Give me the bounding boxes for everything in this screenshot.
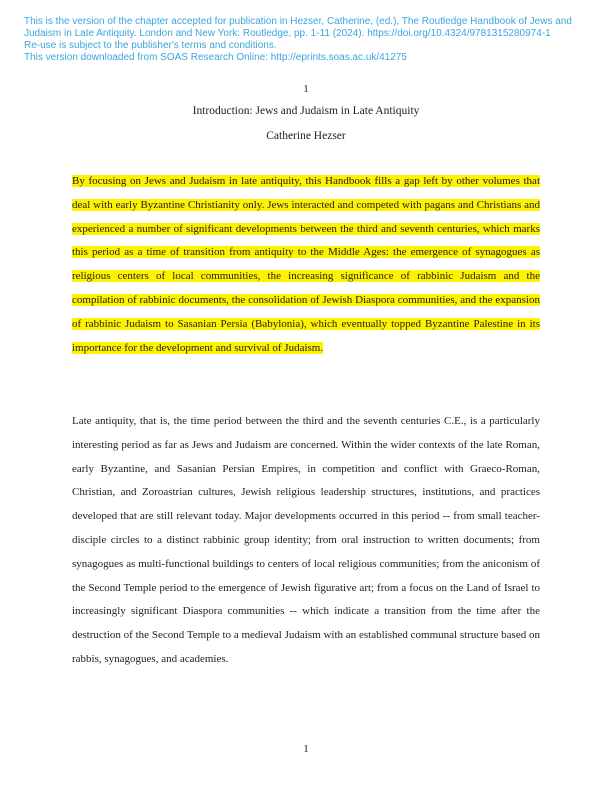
notice-line-citation: This is the version of the chapter accepted for publication in Hezser, Catherine, (ed.), The Routledge Handbook of Jews and — [24, 16, 572, 27]
body-paragraph: Late antiquity, that is, the time period between the third and the seventh centuries C.E., is a particularly interesting period as far as Jews and Judaism are concerned. Within the wider contexts of the late Roman, early Byzantine, and Sasanian Persian Empires, in competition and conflict with Graeco-Roman, Christian, and Zoroastrian cultures, Jewish religious leadership structures, institutions, and practices developed that are still relevant today. Major developments occurred in this period -- from small teacher-disciple circles to a distinct rabbinic group identity; from oral instruction to written documents; from synagogues as multi-functional buildings to centers of local religious communities; from the aniconism of the Second Temple period to the emergence of Jewish figurative art; from a focus on the Land of Israel to increasingly significant Diaspora communities -- which indicate a transition from the time after the destruction of the Second Temple to a medieval Judaism with an established communal structure based on rabbis, synagogues, and academies. — [72, 415, 540, 665]
notice-line-terms: Re-use is subject to the publisher's terms and conditions. — [24, 40, 277, 51]
page-number-top: 1 — [303, 83, 309, 95]
highlighted-text: By focusing on Jews and Judaism in late antiquity, this Handbook fills a gap left by other volumes that deal with early Byzantine Christianity only. Jews interacted and competed with pagans and Christians and experienced a number of significant developments between the third and seventh centuries, which marks this period as a time of transition from antiquity to the Middle Ages: the emergence of synagogues as religious centers of local communities, the increasing significance of rabbinic Judaism and the compilation of rabbinic documents, the consolidation of Jewish Diaspora communities, and the expansion of rabbinic Judaism to Sasanian Persia (Babylonia), which eventually topped Byzantine Palestine in its importance for the development and survival of Judaism. — [72, 175, 540, 354]
notice-line-source: Judaism in Late Antiquity. London and New York: Routledge, pp. 1-11 (2024). https://doi.org/10.4324/9781315280974-1 — [24, 28, 551, 39]
chapter-title: Introduction: Jews and Judaism in Late Antiquity — [192, 105, 420, 117]
page-number-bottom: 1 — [303, 743, 309, 755]
notice-line-download: This version downloaded from SOAS Research Online: http://eprints.soas.ac.uk/41275 — [24, 52, 407, 63]
chapter-author: Catherine Hezser — [266, 130, 346, 142]
intro-paragraph — [72, 170, 540, 360]
repository-notice — [24, 16, 596, 64]
